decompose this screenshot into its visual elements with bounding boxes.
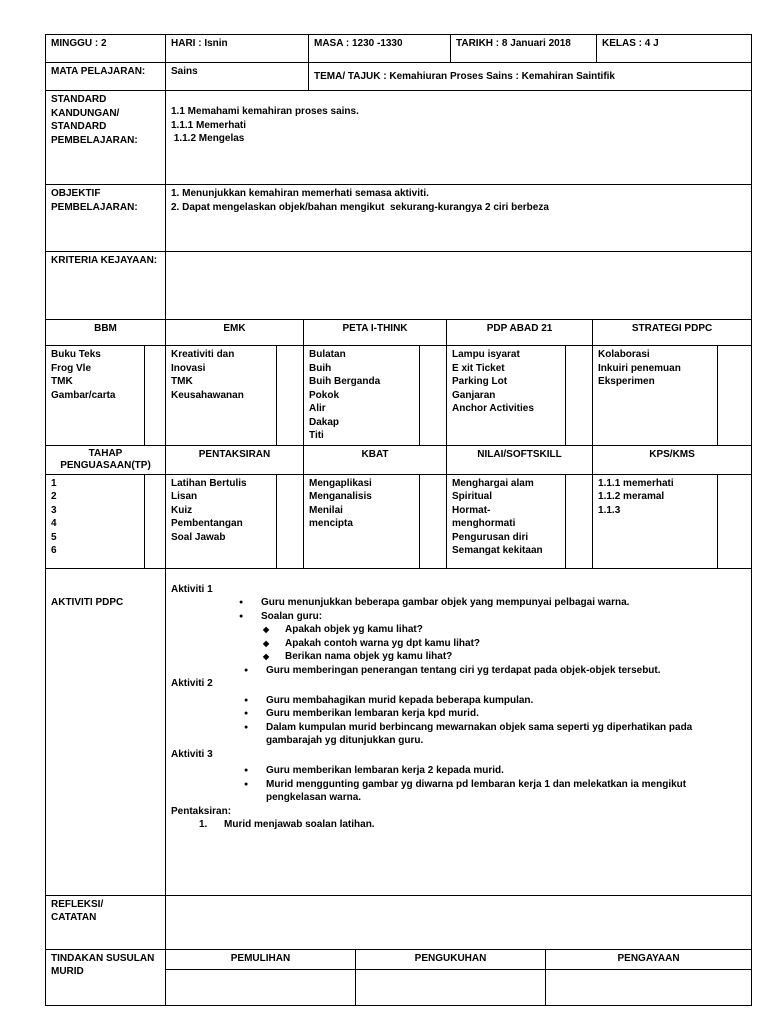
pemulihan-content [166, 969, 356, 1005]
emk-list: Kreativiti dan Inovasi TMK Keusahawanan [166, 346, 277, 446]
pengayaan-header: PENGAYAAN [546, 949, 752, 969]
kbat-list: Mengaplikasi Menganalisis Menilai mencipta [304, 474, 420, 568]
pemulihan-header: PEMULIHAN [166, 949, 356, 969]
minggu-cell: MINGGU : 2 [46, 35, 166, 63]
tp-header: TAHAP PENGUASAAN(TP) [46, 445, 166, 474]
nilai-list: Menghargai alam Spiritual Hormat- menghormati Pengurusan diri Semangat kekitaan [447, 474, 566, 568]
objektif-label: OBJEKTIF PEMBELAJARAN: [46, 185, 166, 252]
aktiviti-label: AKTIVITI PDPC [46, 568, 166, 895]
aktiviti-2-item: ● Dalam kumpulan murid berbincang mewarnakan objek sama seperti yg diperhatikan pada [244, 721, 746, 735]
refleksi-label: REFLEKSI/ CATATAN [46, 895, 166, 949]
tarikh-cell: TARIKH : 8 Januari 2018 [451, 35, 597, 63]
aktiviti-2-item: ● Guru memberikan lembaran kerja kpd murid. [244, 707, 746, 721]
refleksi-content [166, 895, 752, 949]
nilai-header: NILAI/SOFTSKILL [447, 445, 593, 474]
kelas-cell: KELAS : 4 J [597, 35, 752, 63]
aktiviti-3-continuation: pengkelasan warna. [266, 792, 362, 803]
aktiviti-3-title: Aktiviti 3 [171, 748, 213, 760]
kps-list: 1.1.1 memerhati 1.1.2 meramal 1.1.3 [593, 474, 718, 568]
aktiviti-3-item: ● Guru memberikan lembaran kerja 2 kepada murid. [244, 764, 746, 778]
tema-tajuk: TEMA/ TAJUK : Kemahiuran Proses Sains : Kemahiran Saintifik [309, 63, 752, 91]
pentaksiran-header: PENTAKSIRAN [166, 445, 304, 474]
pengayaan-content [546, 969, 752, 1005]
strategi-header: STRATEGI PDPC [593, 320, 752, 346]
pengukuhan-content [356, 969, 546, 1005]
tp-check [145, 474, 166, 568]
mata-pelajaran-value: Sains [166, 63, 309, 91]
aktiviti-2-continuation: gambarajah yg ditunjukkan guru. [266, 735, 424, 746]
emk-check [277, 346, 304, 446]
hari-cell: HARI : Isnin [166, 35, 309, 63]
soalan-item: ◆ Berikan nama objek yg kamu lihat? [263, 650, 746, 664]
nilai-check [566, 474, 593, 568]
kbat-header: KBAT [304, 445, 447, 474]
lesson-plan-grid [45, 319, 752, 569]
pentaksiran-check [277, 474, 304, 568]
kbat-check [420, 474, 447, 568]
standard-label: STANDARD KANDUNGAN/ STANDARD PEMBELAJARAN: [46, 91, 166, 185]
peta-ithink-header: PETA I-THINK [304, 320, 447, 346]
kps-check [718, 474, 752, 568]
lesson-plan-table-top [45, 34, 752, 320]
pengukuhan-header: PENGUKUHAN [356, 949, 546, 969]
objektif-content: 1. Menunjukkan kemahiran memerhati semasa aktiviti. 2. Dapat mengelaskan objek/bahan mengikut sekurang-kurangya 2 ciri berbeza [166, 185, 752, 252]
aktiviti-1-item: ● Guru menunjukkan beberapa gambar objek yang mempunyai pelbagai warna. [239, 596, 746, 610]
soalan-item: ◆ Apakah contoh warna yg dpt kamu lihat? [263, 637, 746, 651]
aktiviti-content [166, 568, 752, 895]
kriteria-label: KRITERIA KEJAYAAN: [46, 252, 166, 320]
mata-pelajaran-label: MATA PELAJARAN: [46, 63, 166, 91]
pentaksiran-title: Pentaksiran: [171, 805, 232, 817]
aktiviti-2-title: Aktiviti 2 [171, 678, 213, 689]
aktiviti-2-item: ● Guru membahagikan murid kepada beberapa kumpulan. [244, 694, 746, 708]
standard-content: 1.1 Memahami kemahiran proses sains. 1.1.1 Memerhati 1.1.2 Mengelas [166, 91, 752, 185]
aktiviti-1-item: ● Guru memberingan penerangan tentang ciri yg terdapat pada objek-objek tersebut. [244, 664, 746, 678]
soalan-item: ◆ Apakah objek yg kamu lihat? [263, 623, 746, 637]
peta-list: Bulatan Buih Buih Berganda Pokok Alir Dakap Titi [304, 346, 420, 446]
kps-header: KPS/KMS [593, 445, 752, 474]
aktiviti-3-item: ● Murid menggunting gambar yg diwarna pd lembaran kerja 1 dan melekatkan ia mengikut [244, 778, 746, 792]
pentaksiran-item: 1. Murid menjawab soalan latihan. [199, 819, 375, 830]
abad-list: Lampu isyarat E xit Ticket Parking Lot Ganjaran Anchor Activities [447, 346, 566, 446]
aktiviti-1-title: Aktiviti 1 [171, 583, 213, 595]
strategi-list: Kolaborasi Inkuiri penemuan Eksperimen [593, 346, 718, 446]
aktiviti-1-item: ● Soalan guru: [239, 610, 746, 624]
pdp-abad-header: PDP ABAD 21 [447, 320, 593, 346]
lesson-plan-page [45, 34, 751, 997]
bbm-check [145, 346, 166, 446]
strategi-check [718, 346, 752, 446]
abad-check [566, 346, 593, 446]
tp-list: 1 2 3 4 5 6 [46, 474, 145, 568]
bbm-list: Buku Teks Frog Vle TMK Gambar/carta [46, 346, 145, 446]
kriteria-content [166, 252, 752, 320]
pentaksiran-list: Latihan Bertulis Lisan Kuiz Pembentangan Soal Jawab [166, 474, 277, 568]
emk-header: EMK [166, 320, 304, 346]
masa-cell: MASA : 1230 -1330 [309, 35, 451, 63]
bbm-header: BBM [46, 320, 166, 346]
lesson-plan-table-bottom [45, 568, 752, 1006]
tindakan-label: TINDAKAN SUSULAN MURID [46, 949, 166, 1005]
peta-check [420, 346, 447, 446]
